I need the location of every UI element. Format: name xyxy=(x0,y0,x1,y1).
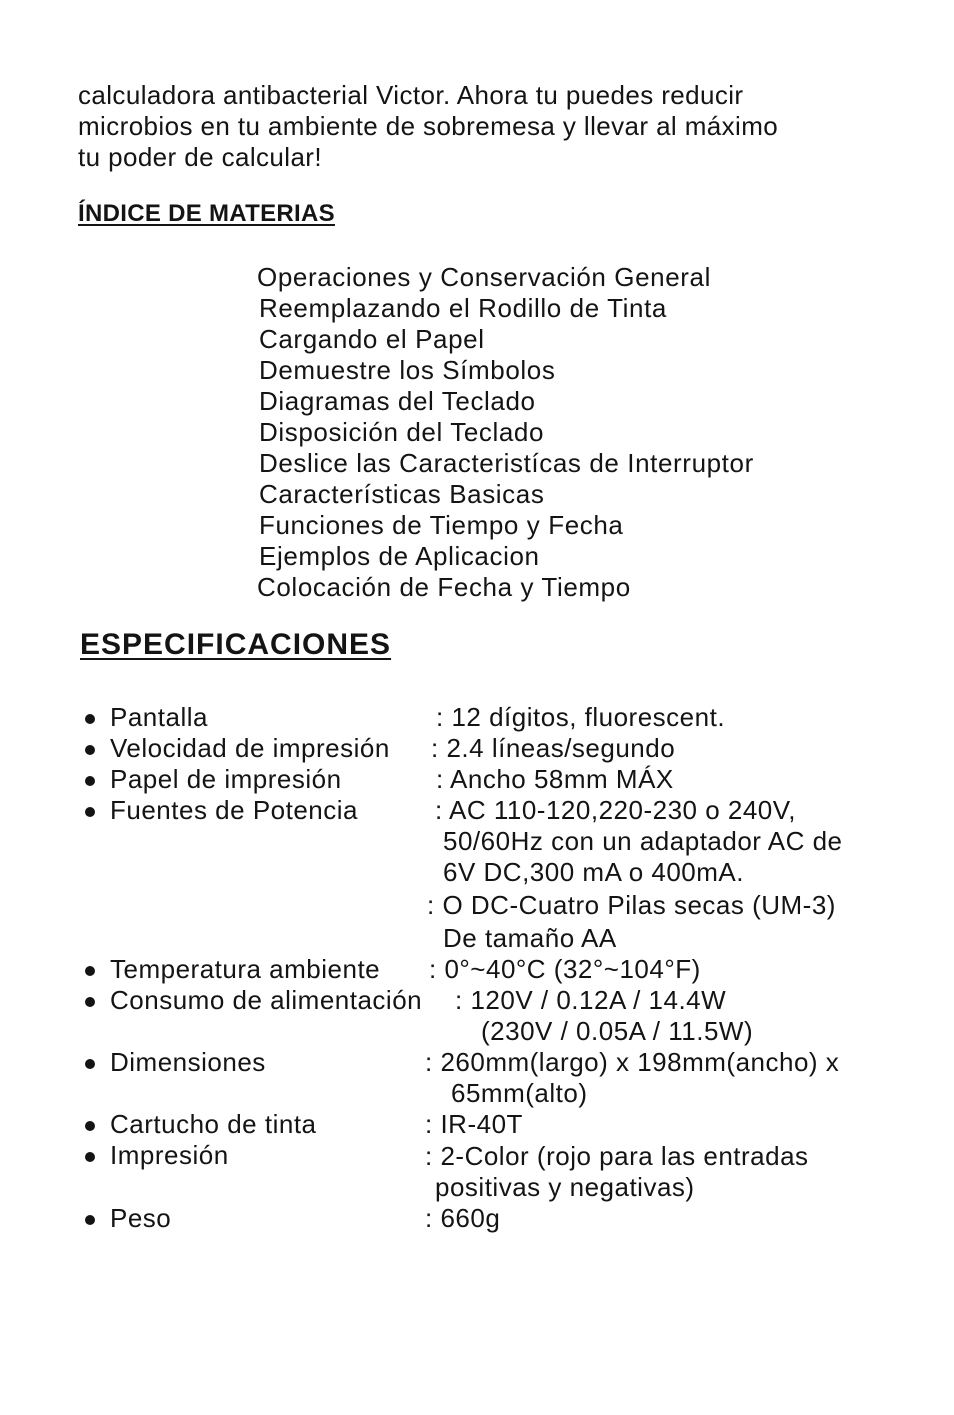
bullet-icon xyxy=(85,745,95,755)
spec-value-line: 50/60Hz con un adaptador AC de xyxy=(443,826,843,856)
spec-value-line: : IR-40T xyxy=(425,1109,523,1139)
spec-label: Peso xyxy=(110,1203,172,1233)
spec-row-fuentes xyxy=(78,795,938,954)
spec-row-papel xyxy=(78,764,938,795)
spec-value xyxy=(429,954,938,985)
spec-row-dimensiones xyxy=(78,1047,938,1109)
toc-item: Demuestre los Símbolos xyxy=(259,355,556,385)
spec-label: Consumo de alimentación xyxy=(110,985,423,1015)
toc-list xyxy=(257,262,754,603)
specs-heading: ESPECIFICACIONES xyxy=(80,628,392,661)
spec-value-line: : 120V / 0.12A / 14.4W xyxy=(455,985,727,1015)
spec-value xyxy=(425,1047,938,1109)
spec-value xyxy=(425,1109,938,1140)
bullet-icon xyxy=(85,1215,95,1225)
toc-item: Características Basicas xyxy=(259,479,545,509)
bullet-icon xyxy=(85,997,95,1007)
bullet-icon xyxy=(85,1121,95,1131)
spec-value-line: : 2.4 líneas/segundo xyxy=(431,733,676,763)
spec-value-line: : O DC-Cuatro Pilas secas (UM-3) xyxy=(427,890,836,920)
spec-label: Velocidad de impresión xyxy=(110,733,390,763)
spec-label: Impresión xyxy=(110,1140,229,1170)
spec-value-line: 6V DC,300 mA o 400mA. xyxy=(443,857,744,887)
spec-label: Cartucho de tinta xyxy=(110,1109,317,1139)
bullet-icon xyxy=(85,966,95,976)
toc-item: Operaciones y Conservación General xyxy=(257,262,711,292)
spec-row-peso xyxy=(78,1203,938,1234)
spec-row-cartucho xyxy=(78,1109,938,1140)
spec-row-impresion xyxy=(78,1140,938,1203)
spec-row-temperatura xyxy=(78,954,938,985)
bullet-icon xyxy=(85,776,95,786)
spec-value xyxy=(431,733,938,764)
bullet-icon xyxy=(85,1059,95,1069)
spec-value-line: positivas y negativas) xyxy=(435,1172,695,1202)
toc-heading: ÍNDICE DE MATERIAS xyxy=(78,200,335,227)
spec-label: Pantalla xyxy=(110,702,208,732)
spec-row-velocidad xyxy=(78,733,938,764)
spec-label: Temperatura ambiente xyxy=(110,954,381,984)
intro-line: tu poder de calcular! xyxy=(78,142,322,172)
spec-value-line: : AC 110-120,220-230 o 240V, xyxy=(435,795,796,825)
spec-value-line: : 0°~40°C (32°~104°F) xyxy=(429,954,701,984)
toc-item: Deslice las Caracteristícas de Interruptor xyxy=(259,448,754,478)
bullet-icon xyxy=(85,714,95,724)
spec-value-line: : 660g xyxy=(425,1203,501,1233)
bullet-icon xyxy=(85,807,95,817)
spec-value-line: De tamaño AA xyxy=(443,923,617,953)
spec-value-line: (230V / 0.05A / 11.5W) xyxy=(481,1016,754,1046)
spec-value xyxy=(425,1141,938,1203)
spec-label: Papel de impresión xyxy=(110,764,342,794)
spec-value-line: : 2-Color (rojo para las entradas xyxy=(425,1141,809,1171)
spec-value-line: : 12 dígitos, fluorescent. xyxy=(436,702,726,732)
toc-item: Reemplazando el Rodillo de Tinta xyxy=(259,293,667,323)
spec-value-line: : 260mm(largo) x 198mm(ancho) x xyxy=(425,1047,840,1077)
toc-item: Ejemplos de Aplicacion xyxy=(259,541,540,571)
spec-value xyxy=(436,764,938,795)
spec-label: Dimensiones xyxy=(110,1047,266,1077)
spec-value xyxy=(455,985,938,1047)
spec-value xyxy=(425,1203,938,1234)
spec-row-consumo xyxy=(78,985,938,1047)
bullet-icon xyxy=(85,1152,95,1162)
spec-label: Fuentes de Potencia xyxy=(110,795,358,825)
spec-value-line: 65mm(alto) xyxy=(451,1078,588,1108)
toc-item: Cargando el Papel xyxy=(259,324,485,354)
spec-value xyxy=(427,795,938,954)
toc-item: Diagramas del Teclado xyxy=(259,386,536,416)
specs-list xyxy=(78,702,938,1234)
toc-item: Disposición del Teclado xyxy=(259,417,545,447)
spec-value-line: : Ancho 58mm MÁX xyxy=(436,764,674,794)
toc-item: Colocación de Fecha y Tiempo xyxy=(257,572,631,602)
spec-row-pantalla xyxy=(78,702,938,733)
intro-paragraph xyxy=(78,80,938,173)
intro-line: calculadora antibacterial Victor. Ahora tu puedes reducir xyxy=(78,80,744,110)
intro-line: microbios en tu ambiente de sobremesa y llevar al máximo xyxy=(78,111,779,141)
spec-value xyxy=(436,702,938,733)
toc-item: Funciones de Tiempo y Fecha xyxy=(259,510,624,540)
